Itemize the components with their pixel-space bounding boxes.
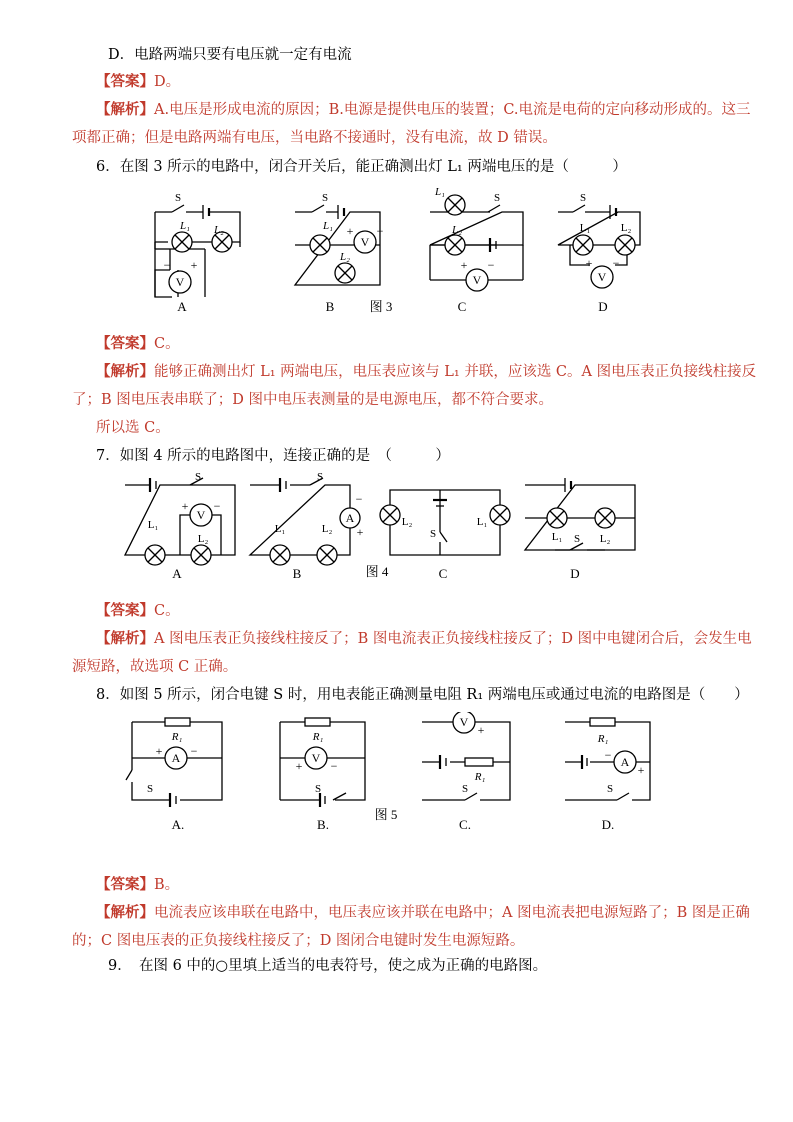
answer-text: C。	[154, 336, 180, 352]
resistor-label: R₁	[474, 771, 486, 783]
switch-label: S	[194, 471, 202, 483]
lamp-label: L₁	[147, 519, 159, 531]
figure-5	[120, 712, 660, 837]
switch-label: S	[429, 528, 437, 540]
lamp-label: L₂	[197, 533, 209, 545]
figure-caption: 图 4	[365, 564, 389, 579]
lamp-label: L₂	[321, 523, 333, 535]
minus-sign: −	[612, 256, 620, 270]
minus-sign: −	[487, 258, 495, 272]
switch-label: S	[314, 783, 322, 795]
switch-label: S	[316, 471, 324, 483]
voltmeter-symbol: V	[472, 273, 482, 287]
minus-sign: −	[355, 492, 363, 506]
q7-answer	[96, 600, 180, 622]
option-label-b: B	[325, 299, 335, 314]
q6-stem: 6．在图 3 所示的电路中，闭合开关后，能正确测出灯 L₁ 两端电压的是（ ）	[96, 159, 627, 175]
answer-tag: 【答案】	[96, 876, 154, 893]
switch-label: S	[146, 783, 154, 795]
resistor-label: R₁	[171, 731, 183, 743]
lamp-label: L₂	[340, 251, 350, 263]
q8-answer	[96, 874, 179, 896]
analysis-tag: 【解析】	[96, 904, 154, 921]
q6-analysis-line2: 了；B 图电压表串联了；D 图中电压表测量的是电源电压，都不符合要求。	[72, 392, 553, 408]
voltmeter-symbol: V	[175, 275, 185, 289]
switch-label: S	[573, 533, 581, 545]
lamp-label: L₂	[214, 224, 224, 236]
analysis-text: A.电压是形成电流的原因；B.电源是提供电压的装置；C.电流是电荷的定向移动形成的。这三	[154, 102, 751, 118]
option-label-b: B	[292, 566, 302, 581]
minus-sign: −	[330, 759, 338, 773]
lamp-label: L₁	[435, 186, 445, 198]
lamp-label: L₁	[323, 220, 333, 232]
option-label-d: D	[570, 566, 580, 581]
analysis-text: 能够正确测出灯 L₁ 两端电压，电压表应该与 L₁ 并联，应该选 C。A 图电压表正负接线柱接反	[154, 364, 757, 380]
switch-label: S	[606, 783, 614, 795]
q7-stem: 7．如图 4 所示的电路图中，连接正确的是 （ ）	[96, 448, 450, 464]
answer-tag: 【答案】	[96, 602, 154, 619]
figure-caption: 图 3	[369, 299, 393, 314]
q6-answer	[96, 333, 180, 355]
q8-analysis-line2: 的；C 图电压表的正负接线柱接反了；D 图闭合电键时发生电源短路。	[72, 933, 525, 949]
resistor-label: R₁	[597, 733, 609, 745]
switch-label: S	[493, 192, 501, 204]
plus-sign: +	[181, 499, 189, 513]
option-label-a: A	[172, 566, 182, 581]
q6-analysis-line3: 所以选 C。	[96, 420, 170, 436]
switch-label: S	[461, 783, 469, 795]
minus-sign: −	[442, 715, 450, 729]
q6-analysis-line1	[96, 361, 756, 383]
ammeter-symbol: A	[620, 755, 630, 769]
option-label-b: B.	[317, 817, 329, 832]
lamp-label: L₁	[274, 523, 286, 535]
minus-sign: −	[163, 258, 171, 272]
voltmeter-symbol: V	[459, 715, 469, 729]
lamp-label: L₁	[551, 531, 563, 543]
plus-sign: +	[585, 256, 593, 270]
answer-tag: 【答案】	[96, 335, 154, 352]
plus-sign: +	[460, 258, 468, 272]
switch-label: S	[321, 192, 329, 204]
option-label-c: C	[457, 299, 467, 314]
option-label-a: A.	[171, 817, 185, 832]
ammeter-symbol: A	[345, 511, 355, 525]
figure-3	[140, 185, 660, 320]
option-label-d: D.	[601, 817, 615, 832]
plus-sign: +	[155, 744, 163, 758]
q8-analysis-line1	[96, 902, 750, 924]
q5-analysis-line1	[96, 99, 751, 121]
switch-label: S	[174, 192, 182, 204]
plus-sign: +	[477, 723, 485, 737]
option-label-c: C	[438, 566, 448, 581]
plus-sign: +	[637, 763, 645, 777]
lamp-label: L₂	[599, 533, 611, 545]
answer-text: C。	[154, 603, 180, 619]
plus-sign: +	[356, 525, 364, 539]
q7-analysis-line2: 源短路，故选项 C 正确。	[72, 659, 238, 675]
answer-text: B。	[154, 877, 180, 893]
plus-sign: +	[346, 224, 354, 238]
analysis-tag: 【解析】	[96, 363, 154, 380]
minus-sign: −	[604, 748, 612, 762]
option-label-a: A	[177, 299, 187, 314]
voltmeter-symbol: V	[196, 508, 206, 522]
voltmeter-symbol: V	[311, 751, 321, 765]
option-label-c: C.	[459, 817, 471, 832]
answer-tag: 【答案】	[96, 73, 154, 90]
figure-4	[115, 470, 645, 585]
q8-stem: 8．如图 5 所示，闭合电键 S 时，用电表能正确测量电阻 R₁ 两端电压或通过电流的电路图是（ ）	[96, 687, 749, 703]
lamp-label: L₁	[476, 516, 488, 528]
figure-caption: 图 5	[374, 807, 398, 822]
switch-label: S	[579, 192, 587, 204]
resistor-label: R₁	[312, 731, 324, 743]
answer-text: D。	[154, 74, 181, 90]
minus-sign: −	[213, 499, 221, 513]
lamp-label: L₁	[579, 222, 591, 234]
plus-sign: +	[295, 759, 303, 773]
lamp-label: L₁	[180, 220, 190, 232]
plus-sign: +	[190, 258, 198, 272]
option-label-d: D	[598, 299, 608, 314]
lamp-label: L₂	[401, 516, 413, 528]
q5-option-d: D．电路两端只要有电压就一定有电流	[108, 47, 352, 63]
q9-stem: 9． 在图 6 中的○里填上适当的电表符号，使之成为正确的电路图。	[108, 958, 548, 974]
ammeter-symbol: A	[171, 751, 181, 765]
minus-sign: −	[190, 744, 198, 758]
lamp-label: L₂	[620, 222, 632, 234]
q5-analysis-line2: 项都正确；但是电路两端有电压，当电路不接通时，没有电流，故 D 错误。	[72, 130, 557, 146]
q5-answer	[96, 71, 180, 93]
voltmeter-symbol: V	[360, 235, 370, 249]
analysis-tag: 【解析】	[96, 101, 154, 118]
q7-analysis-line1	[96, 628, 752, 650]
voltmeter-symbol: V	[597, 270, 607, 284]
analysis-text: A 图电压表正负接线柱接反了；B 图电流表正负接线柱接反了；D 图中电键闭合后，会发生电	[154, 631, 752, 647]
lamp-label: L₂	[452, 224, 462, 236]
minus-sign: −	[376, 224, 384, 238]
analysis-tag: 【解析】	[96, 630, 154, 647]
analysis-text: 电流表应该串联在电路中，电压表应该并联在电路中；A 图电流表把电源短路了；B 图是正确	[154, 905, 750, 921]
